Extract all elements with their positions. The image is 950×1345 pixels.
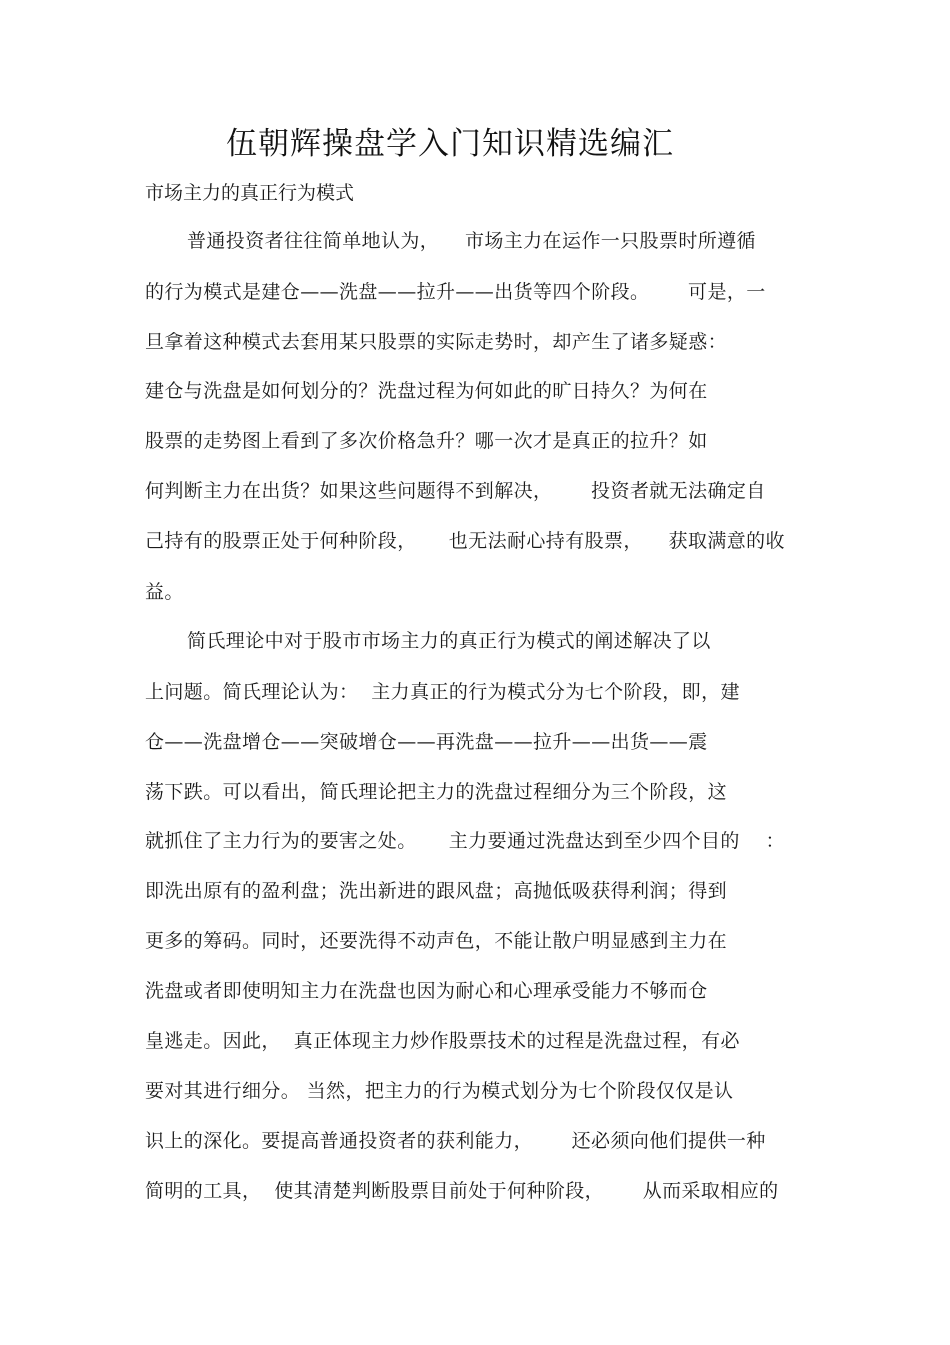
paragraph-line: 皇逃走。因此， 真正体现主力炒作股票技术的过程是洗盘过程，有必: [145, 1030, 740, 1052]
paragraph-line: 简明的工具， 使其清楚判断股票目前处于何种阶段， 从而采取相应的: [145, 1180, 779, 1202]
paragraph-line: 更多的筹码。同时，还要洗得不动声色，不能让散户明显感到主力在: [145, 930, 728, 952]
paragraph-line: 荡下跌。可以看出，简氏理论把主力的洗盘过程细分为三个阶段，这: [145, 781, 728, 803]
paragraph-line: 就抓住了主力行为的要害之处。 主力要通过洗盘达到至少四个目的 ：: [145, 830, 785, 852]
paragraph-line: 股票的走势图上看到了多次价格急升？哪一次才是真正的拉升？如: [145, 430, 708, 452]
paragraph-line: 洗盘或者即使明知主力在洗盘也因为耐心和心理承受能力不够而仓: [145, 980, 708, 1002]
paragraph-line: 旦拿着这种模式去套用某只股票的实际走势时，却产生了诸多疑惑：: [145, 331, 728, 353]
paragraph-line: 上问题。简氏理论认为： 主力真正的行为模式分为七个阶段，即，建: [145, 681, 740, 703]
paragraph-line: 识上的深化。要提高普通投资者的获利能力， 还必须向他们提供一种: [145, 1130, 766, 1152]
paragraph-line: 益。: [145, 581, 184, 603]
paragraph-line: 要对其进行细分。 当然，把主力的行为模式划分为七个阶段仅仅是认: [145, 1080, 734, 1102]
paragraph-line: 普通投资者往往简单地认为， 市场主力在运作一只股票时所遵循: [187, 230, 756, 252]
document-title: 伍朝辉操盘学入门知识精选编汇: [226, 126, 674, 162]
paragraph-line: 即洗出原有的盈利盘；洗出新进的跟风盘；高抛低吸获得利润；得到: [145, 880, 728, 902]
paragraph-line: 己持有的股票正处于何种阶段， 也无法耐心持有股票， 获取满意的收: [145, 530, 785, 552]
paragraph-line: 建仓与洗盘是如何划分的？洗盘过程为何如此的旷日持久？为何在: [145, 380, 708, 402]
paragraph-line: 的行为模式是建仓——洗盘——拉升——出货等四个阶段。 可是，一: [145, 281, 766, 303]
paragraph-line: 仓——洗盘增仓——突破增仓——再洗盘——拉升——出货——震: [145, 731, 708, 753]
section-heading: 市场主力的真正行为模式: [145, 182, 355, 204]
paragraph-line: 何判断主力在出货？如果这些问题得不到解决， 投资者就无法确定自: [145, 480, 766, 502]
paragraph-line: 简氏理论中对于股市市场主力的真正行为模式的阐述解决了以: [187, 630, 711, 652]
